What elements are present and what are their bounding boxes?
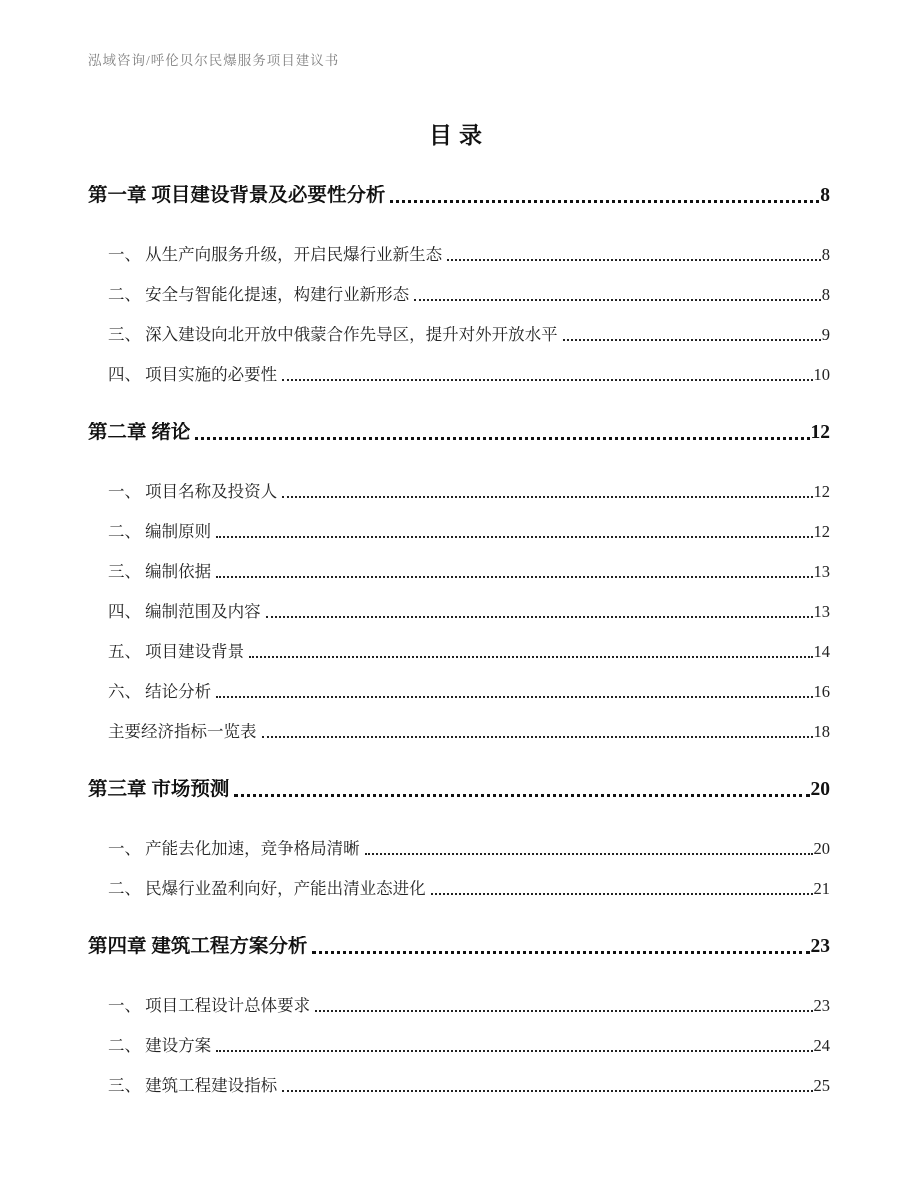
toc-entry-ch2-item2[interactable] xyxy=(108,523,830,541)
toc-entry-page: 20 xyxy=(813,839,830,858)
dotted-leader xyxy=(431,893,813,895)
toc-entry-label: 三、 编制依据 xyxy=(108,563,212,581)
dotted-leader xyxy=(216,536,812,538)
toc-entry-ch2-item3[interactable] xyxy=(108,563,830,581)
toc-entry-label: 四、 编制范围及内容 xyxy=(108,603,261,621)
toc-entry-ch3-item1[interactable] xyxy=(108,840,830,858)
toc-entry-ch1-item2[interactable] xyxy=(108,286,830,304)
toc-entry-label: 二、 民爆行业盈利向好，产能出清业态进化 xyxy=(108,880,426,898)
toc-entry-page: 16 xyxy=(813,682,830,701)
dotted-leader xyxy=(216,576,812,578)
toc-entry-page: 23 xyxy=(810,936,830,957)
dotted-leader xyxy=(282,1090,812,1092)
dotted-leader xyxy=(365,853,813,855)
toc-entry-label: 六、 结论分析 xyxy=(108,683,212,701)
toc-entry-ch2-item5[interactable] xyxy=(108,643,830,661)
toc-entry-label: 一、 项目名称及投资人 xyxy=(108,483,278,501)
toc-entry-page: 12 xyxy=(813,522,830,541)
toc-entry-label: 三、 深入建设向北开放中俄蒙合作先导区，提升对外开放水平 xyxy=(108,326,558,344)
document-header xyxy=(88,52,830,70)
toc-entry-page: 20 xyxy=(810,779,830,800)
toc-entry-page: 13 xyxy=(813,562,830,581)
toc-entry-label: 第一章 项目建设背景及必要性分析 xyxy=(88,185,386,206)
header-text: 泓域咨询/呼伦贝尔民爆服务项目建议书 xyxy=(88,53,340,68)
toc-entry-ch2-item1[interactable] xyxy=(108,483,830,501)
toc-entry-label: 二、 安全与智能化提速，构建行业新形态 xyxy=(108,286,410,304)
toc-entry-label: 一、 项目工程设计总体要求 xyxy=(108,997,311,1015)
dotted-leader xyxy=(390,200,819,203)
toc-entry-ch1-item1[interactable] xyxy=(108,246,830,264)
dotted-leader xyxy=(216,696,812,698)
toc-entry-label: 二、 编制原则 xyxy=(108,523,212,541)
dotted-leader xyxy=(312,951,809,954)
dotted-leader xyxy=(282,496,812,498)
toc-entry-ch2-item4[interactable] xyxy=(108,603,830,621)
toc-entry-label: 第二章 绪论 xyxy=(88,422,191,443)
toc-entry-label: 第四章 建筑工程方案分析 xyxy=(88,936,308,957)
dotted-leader xyxy=(447,259,821,261)
toc-entry-label: 五、 项目建设背景 xyxy=(108,643,245,661)
toc-entry-ch2-item6[interactable] xyxy=(108,683,830,701)
toc-entry-page: 12 xyxy=(813,482,830,501)
toc-entry-ch3[interactable] xyxy=(88,779,830,800)
toc-entry-ch4-item2[interactable] xyxy=(108,1037,830,1055)
toc-entry-ch2-item7[interactable] xyxy=(108,723,830,741)
dotted-leader xyxy=(266,616,813,618)
toc-entry-ch2[interactable] xyxy=(88,422,830,443)
toc-entry-label: 第三章 市场预测 xyxy=(88,779,230,800)
toc-entry-ch4[interactable] xyxy=(88,936,830,957)
toc-entry-page: 8 xyxy=(821,245,830,264)
toc-entry-page: 12 xyxy=(810,422,830,443)
dotted-leader xyxy=(249,656,812,658)
dotted-leader xyxy=(282,379,812,381)
toc-entry-page: 25 xyxy=(813,1076,830,1095)
dotted-leader xyxy=(414,299,821,301)
dotted-leader xyxy=(195,437,809,440)
dotted-leader xyxy=(315,1010,812,1012)
toc-title: 目录 xyxy=(429,123,489,148)
toc-entry-ch1-item3[interactable] xyxy=(108,326,830,344)
table-of-contents xyxy=(88,169,830,1117)
toc-entry-ch4-item3[interactable] xyxy=(108,1077,830,1095)
toc-entry-page: 14 xyxy=(813,642,830,661)
toc-entry-label: 三、 建筑工程建设指标 xyxy=(108,1077,278,1095)
toc-entry-page: 13 xyxy=(813,602,830,621)
dotted-leader xyxy=(563,339,821,341)
toc-entry-label: 四、 项目实施的必要性 xyxy=(108,366,278,384)
toc-entry-page: 8 xyxy=(821,285,830,304)
toc-entry-page: 18 xyxy=(813,722,830,741)
toc-entry-page: 9 xyxy=(821,325,830,344)
toc-entry-ch1[interactable] xyxy=(88,185,830,206)
toc-entry-page: 21 xyxy=(813,879,830,898)
toc-entry-label: 一、 从生产向服务升级，开启民爆行业新生态 xyxy=(108,246,443,264)
toc-entry-ch1-item4[interactable] xyxy=(108,366,830,384)
toc-entry-label: 二、 建设方案 xyxy=(108,1037,212,1055)
dotted-leader xyxy=(234,794,809,797)
toc-entry-ch3-item2[interactable] xyxy=(108,880,830,898)
dotted-leader xyxy=(216,1050,812,1052)
toc-entry-ch4-item1[interactable] xyxy=(108,997,830,1015)
toc-entry-page: 10 xyxy=(813,365,830,384)
toc-entry-page: 23 xyxy=(813,996,830,1015)
toc-entry-page: 24 xyxy=(813,1036,830,1055)
toc-entry-label: 主要经济指标一览表 xyxy=(108,723,257,741)
toc-entry-label: 一、 产能去化加速，竞争格局清晰 xyxy=(108,840,360,858)
toc-entry-page: 8 xyxy=(820,185,830,206)
dotted-leader xyxy=(262,736,813,738)
